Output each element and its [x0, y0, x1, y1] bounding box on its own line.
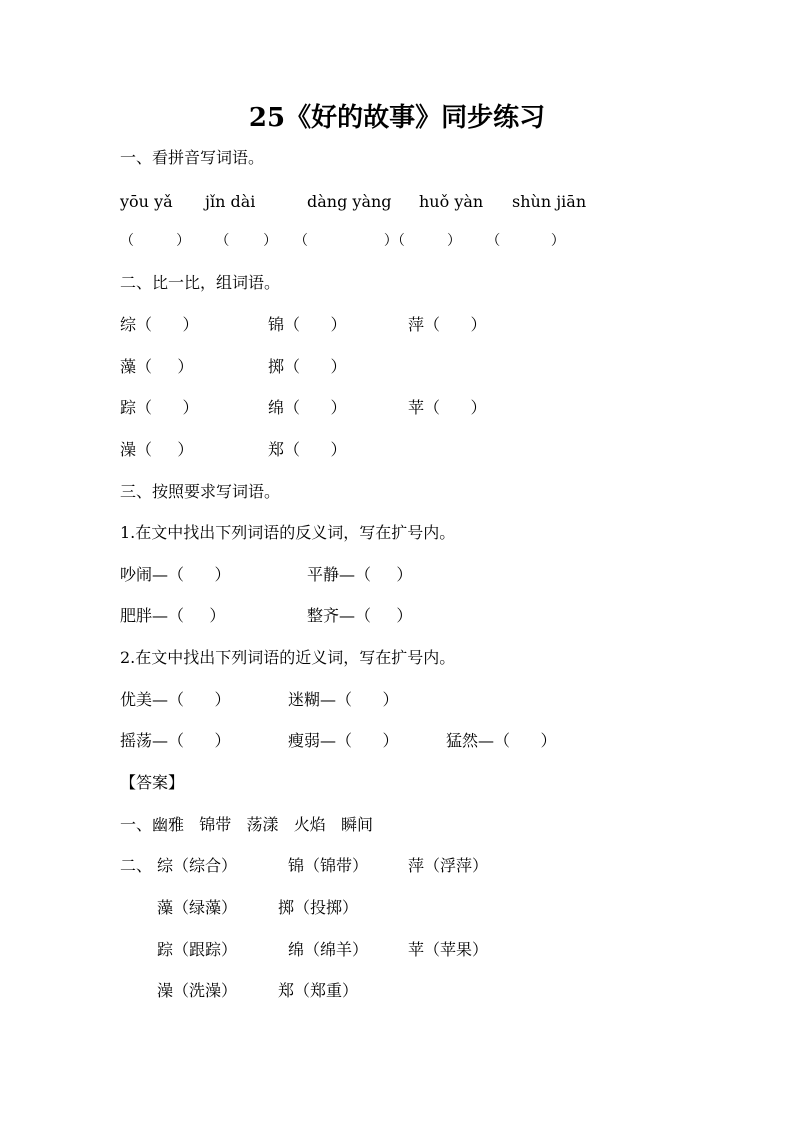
answer-prefix: 二、: [120, 856, 153, 875]
word-item: 郑（ ）: [268, 440, 347, 459]
pinyin-4: huǒ yàn: [419, 192, 484, 211]
word-item: 藻（ ）: [120, 357, 194, 376]
question-2: 2.在文中找出下列词语的近义词，写在扩号内。: [120, 648, 456, 667]
word-item: 踪（ ）: [120, 398, 199, 417]
section3-heading: 三、按照要求写词语。: [120, 482, 281, 501]
antonym-item: 肥胖—（ ）: [120, 606, 226, 625]
answer-item: 郑（郑重）: [278, 981, 359, 1000]
answer-item: 苹（苹果）: [408, 940, 489, 959]
page-title: 25《好的故事》同步练习: [248, 103, 546, 133]
word-item: 苹（ ）: [408, 398, 487, 417]
answer-heading: 【答案】: [120, 773, 185, 792]
answer-item: 萍（浮萍）: [408, 856, 489, 875]
question-1: 1.在文中找出下列词语的反义词，写在扩号内。: [120, 523, 456, 542]
synonym-item: 优美—（ ）: [120, 690, 231, 709]
answer-item: 藻（绿藻）: [157, 898, 238, 917]
synonym-item: 猛然—（ ）: [446, 731, 557, 750]
pinyin-1: yōu yǎ: [120, 192, 173, 211]
antonym-item: 整齐—（ ）: [307, 606, 413, 625]
answer-item: 综（综合）: [157, 856, 238, 875]
answer-item: 澡（洗澡）: [157, 981, 238, 1000]
answer-blanks: （ ） （ ） （ ）（ ） （ ）: [120, 233, 565, 249]
synonym-item: 摇荡—（ ）: [120, 731, 231, 750]
section1-heading: 一、看拼音写词语。: [120, 148, 265, 167]
answer-item: 绵（绵羊）: [288, 940, 369, 959]
pinyin-3: dàng yàng: [307, 192, 392, 211]
answer-line: 一、幽雅 锦带 荡漾 火焰 瞬间: [120, 815, 374, 834]
word-item: 绵（ ）: [268, 398, 347, 417]
section2-heading: 二、比一比，组词语。: [120, 273, 281, 292]
word-item: 综（ ）: [120, 315, 199, 334]
answer-item: 锦（锦带）: [288, 856, 369, 875]
synonym-item: 瘦弱—（ ）: [288, 731, 399, 750]
answer-item: 踪（跟踪）: [157, 940, 238, 959]
antonym-item: 吵闹—（ ）: [120, 565, 231, 584]
word-item: 萍（ ）: [408, 315, 487, 334]
word-item: 掷（ ）: [268, 357, 347, 376]
word-item: 澡（ ）: [120, 440, 194, 459]
synonym-item: 迷糊—（ ）: [288, 690, 399, 709]
answer-item: 掷（投掷）: [278, 898, 359, 917]
word-item: 锦（ ）: [268, 315, 347, 334]
pinyin-5: shùn jiān: [512, 192, 587, 211]
pinyin-2: jǐn dài: [205, 192, 256, 211]
antonym-item: 平静—（ ）: [307, 565, 413, 584]
